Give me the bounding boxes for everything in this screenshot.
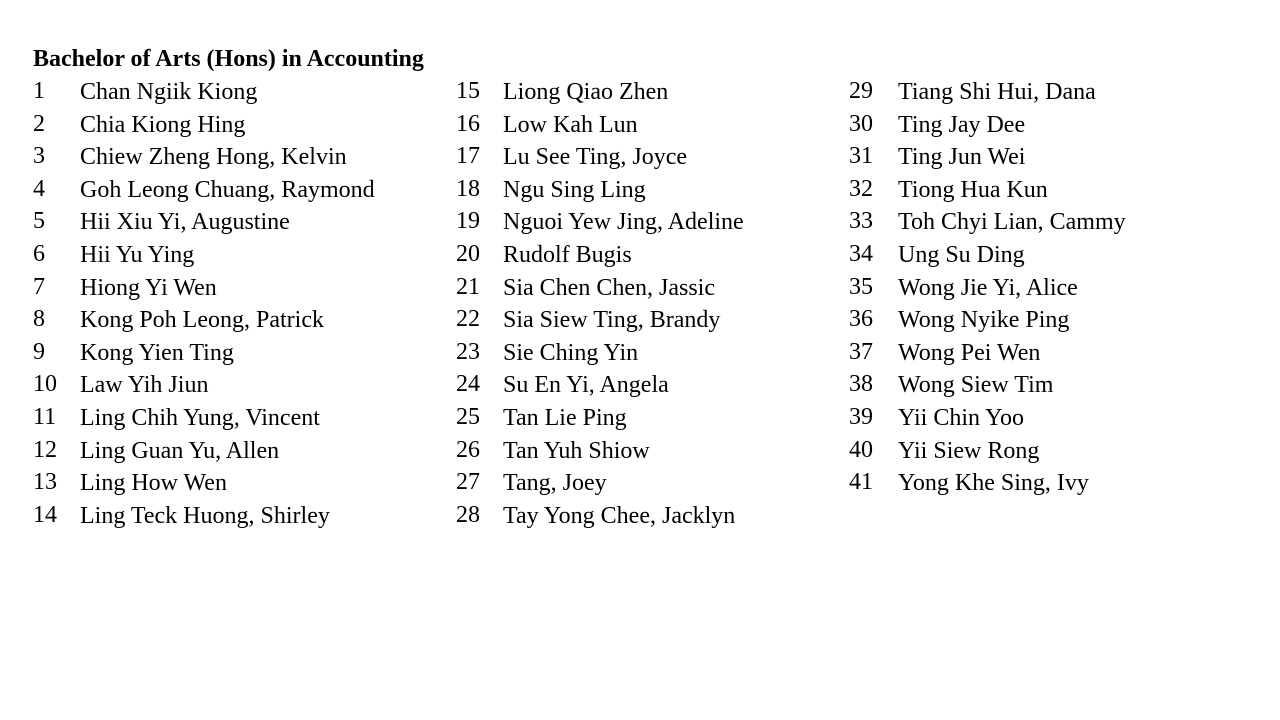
list-item-name: Wong Pei Wen <box>898 339 1041 366</box>
list-item-name: Wong Jie Yi, Alice <box>898 274 1078 301</box>
list-item-name: Tiang Shi Hui, Dana <box>898 79 1096 105</box>
list-item-number: 4 <box>33 175 45 202</box>
list-item-number: 37 <box>849 338 873 365</box>
list-item-name: Chan Ngiik Kiong <box>80 79 258 105</box>
list-item-name: Ting Jay Dee <box>898 111 1026 138</box>
list-item-number: 31 <box>849 143 873 170</box>
list-item-name: Ling How Wen <box>80 470 227 497</box>
list-item-number: 12 <box>33 436 57 463</box>
list-item-number: 13 <box>33 469 57 496</box>
list-item-number: 20 <box>456 240 480 267</box>
list-item-name: Hii Yu Ying <box>80 241 195 268</box>
list-item-number: 14 <box>33 501 57 528</box>
list-item-name: Tang, Joey <box>503 470 607 497</box>
list-item-number: 11 <box>33 403 57 430</box>
list-item-number: 16 <box>456 110 480 137</box>
list-item-name: Yii Chin Yoo <box>898 404 1025 431</box>
list-item-name: Ung Su Ding <box>898 241 1025 268</box>
list-item-number: 18 <box>456 175 480 202</box>
list-item-name: Wong Nyike Ping <box>898 307 1070 334</box>
list-item-name: Goh Leong Chuang, Raymond <box>80 176 375 203</box>
list-item-name: Sia Chen Chen, Jassic <box>503 274 715 301</box>
list-item-number: 30 <box>849 110 873 137</box>
list-item-number: 26 <box>456 436 480 463</box>
list-item-number: 24 <box>456 371 480 398</box>
list-item-name: Hii Xiu Yi, Augustine <box>80 209 290 236</box>
list-item-name: Ling Teck Huong, Shirley <box>80 502 330 529</box>
list-item-name: Sie Ching Yin <box>503 339 639 366</box>
list-item-name: Rudolf Bugis <box>503 241 632 268</box>
list-item-number: 2 <box>33 110 45 137</box>
list-item-number: 9 <box>33 338 45 365</box>
page-title: Bachelor of Arts (Hons) in Accounting <box>33 46 424 72</box>
list-item-number: 41 <box>849 469 873 496</box>
list-item-number: 23 <box>456 338 480 365</box>
list-item-number: 1 <box>33 78 45 104</box>
list-item-number: 21 <box>456 273 480 300</box>
list-item-number: 25 <box>456 403 480 430</box>
list-item-name: Tan Lie Ping <box>503 404 627 431</box>
list-item-name: Ting Jun Wei <box>898 144 1026 171</box>
list-item-number: 39 <box>849 403 873 430</box>
list-item-name: Liong Qiao Zhen <box>503 79 669 105</box>
list-item-number: 35 <box>849 273 873 300</box>
list-item-number: 29 <box>849 78 873 104</box>
list-item-name: Law Yih Jiun <box>80 372 209 399</box>
list-item-number: 6 <box>33 240 45 267</box>
list-item-number: 33 <box>849 208 873 235</box>
list-item-name: Ngu Sing Ling <box>503 176 646 203</box>
list-item-name: Toh Chyi Lian, Cammy <box>898 209 1126 236</box>
list-item-name: Ling Chih Yung, Vincent <box>80 404 320 431</box>
list-item-name: Kong Poh Leong, Patrick <box>80 307 324 334</box>
list-item-name: Yong Khe Sing, Ivy <box>898 470 1089 497</box>
list-item-number: 15 <box>456 78 480 104</box>
list-item-name: Lu See Ting, Joyce <box>503 144 688 171</box>
list-item-number: 8 <box>33 306 45 333</box>
list-item-number: 10 <box>33 371 57 398</box>
list-item-number: 32 <box>849 175 873 202</box>
list-item-name: Hiong Yi Wen <box>80 274 217 301</box>
list-item-name: Kong Yien Ting <box>80 339 234 366</box>
list-item-name: Chia Kiong Hing <box>80 111 246 138</box>
list-item-number: 38 <box>849 371 873 398</box>
list-item-number: 28 <box>456 501 480 528</box>
list-item-name: Tan Yuh Shiow <box>503 437 650 464</box>
list-item-number: 34 <box>849 240 873 267</box>
list-item-number: 19 <box>456 208 480 235</box>
list-item-name: Ling Guan Yu, Allen <box>80 437 280 464</box>
list-item-number: 17 <box>456 143 480 170</box>
list-item-name: Chiew Zheng Hong, Kelvin <box>80 144 347 171</box>
list-item-name: Tay Yong Chee, Jacklyn <box>503 502 736 529</box>
list-item-number: 36 <box>849 306 873 333</box>
list-item-number: 22 <box>456 306 480 333</box>
list-item-number: 7 <box>33 273 45 300</box>
list-item-name: Sia Siew Ting, Brandy <box>503 307 721 334</box>
list-item-name: Nguoi Yew Jing, Adeline <box>503 209 744 236</box>
list-item-name: Tiong Hua Kun <box>898 176 1048 203</box>
list-item-number: 40 <box>849 436 873 463</box>
list-item-number: 5 <box>33 208 45 235</box>
list-item-number: 3 <box>33 143 45 170</box>
list-item-name: Yii Siew Rong <box>898 437 1040 464</box>
list-item-name: Wong Siew Tim <box>898 372 1054 399</box>
list-item-number: 27 <box>456 469 480 496</box>
list-item-name: Low Kah Lun <box>503 111 638 138</box>
list-item-name: Su En Yi, Angela <box>503 372 669 399</box>
